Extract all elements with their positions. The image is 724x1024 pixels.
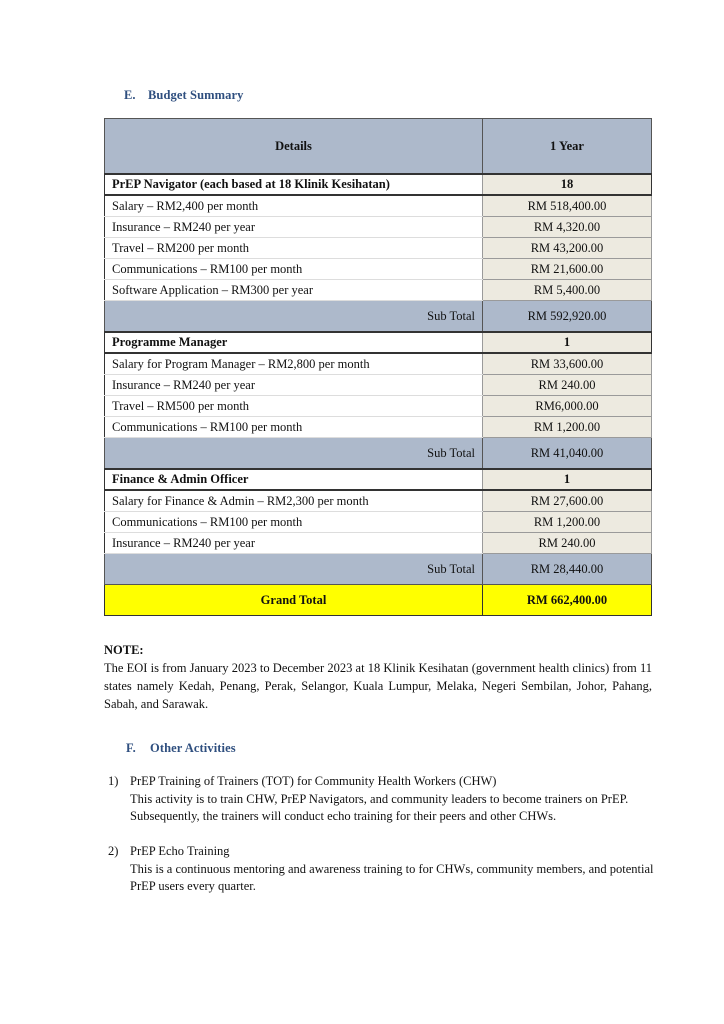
section-heading-other-activities: F. Other Activities (126, 741, 236, 755)
table-row: Insurance – RM240 per year RM 240.00 (105, 375, 652, 396)
table-row: Travel – RM200 per month RM 43,200.00 (105, 238, 652, 259)
header-1-year: 1 Year (483, 119, 652, 175)
group-row-prep-navigator: PrEP Navigator (each based at 18 Klinik Kesihatan) 18 (105, 174, 652, 195)
activity-body: This is a continuous mentoring and awareness training to for CHWs, community members, and potential PrEP users every quarter. (130, 861, 654, 893)
note-block (104, 641, 652, 713)
table-row: Communications – RM100 per month RM 1,200.00 (105, 512, 652, 533)
budget-summary-table (104, 118, 652, 616)
table-row: Salary for Program Manager – RM2,800 per month RM 33,600.00 (105, 353, 652, 375)
grand-total-row: Grand Total RM 662,400.00 (105, 585, 652, 616)
table-header-row (105, 119, 652, 175)
subtotal-row-prep-navigator: Sub Total RM 592,920.00 (105, 301, 652, 333)
activities-list (108, 773, 656, 913)
table-row: Salary for Finance & Admin – RM2,300 per month RM 27,600.00 (105, 490, 652, 512)
subtotal-row-programme-manager: Sub Total RM 41,040.00 (105, 438, 652, 470)
activity-title: PrEP Echo Training (130, 844, 230, 858)
note-body: The EOI is from January 2023 to December 2023 at 18 Klinik Kesihatan (government health clinics) from 11 states namely Kedah, Penang, Perak, Selangor, Kuala Lumpur, Melaka, Negeri Sembilan, Johor, Pahang, Sabah, and Sarawak. (104, 661, 652, 711)
note-label: NOTE: (104, 643, 144, 657)
list-item: 1) PrEP Training of Trainers (TOT) for Community Health Workers (CHW) This activity is to train CHW, PrEP Navigators, and community leaders to become trainers on PrEP. Subsequently, the trainers will conduct echo training for their peers and other CHWs. (108, 773, 656, 826)
section-heading-budget-summary: E. Budget Summary (124, 88, 244, 102)
list-item: 2) PrEP Echo Training This is a continuous mentoring and awareness training to for CHWs, community members, and potential PrEP users every quarter. (108, 843, 656, 896)
subtotal-row-finance-admin: Sub Total RM 28,440.00 (105, 554, 652, 585)
table-row: Communications – RM100 per month RM 21,600.00 (105, 259, 652, 280)
table-row: Insurance – RM240 per year RM 240.00 (105, 533, 652, 554)
header-details: Details (105, 119, 483, 175)
group-row-programme-manager: Programme Manager 1 (105, 332, 652, 353)
table-row: Communications – RM100 per month RM 1,200.00 (105, 417, 652, 438)
group-row-finance-admin: Finance & Admin Officer 1 (105, 469, 652, 490)
table-row: Travel – RM500 per month RM6,000.00 (105, 396, 652, 417)
activity-title: PrEP Training of Trainers (TOT) for Community Health Workers (CHW) (130, 774, 497, 788)
activity-body: This activity is to train CHW, PrEP Navigators, and community leaders to become trainers on PrEP. Subsequently, the trainers will conduct echo training for their peers and other CHWs. (130, 791, 629, 823)
table-row: Insurance – RM240 per year RM 4,320.00 (105, 217, 652, 238)
table-row: Salary – RM2,400 per month RM 518,400.00 (105, 195, 652, 217)
table-row: Software Application – RM300 per year RM 5,400.00 (105, 280, 652, 301)
